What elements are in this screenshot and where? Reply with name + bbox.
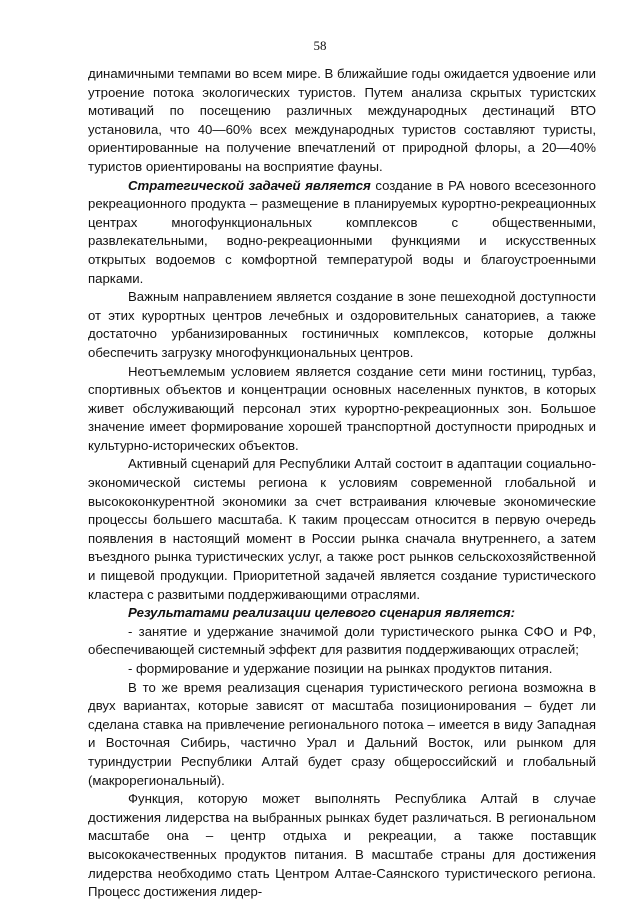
list-item-2-text: - формирование и удержание позиции на рынках продуктов питания. (128, 661, 553, 676)
paragraph-6 (88, 679, 596, 791)
paragraph-2-text: создание в РА нового всесезонного рекреационного продукта – размещение в планируемых курортно-рекреационных центрах многофункциональных комплексов с общественными, развлекательными, водно-рекреационными функциями и искусственных открытых водоемов с комфортной температурой воды и благоустроенными парками. (88, 177, 596, 286)
paragraph-1 (88, 65, 596, 177)
paragraph-6-text: В то же время реализация сценария туристического региона возможна в двух вариантах, которые зависят от масштаба позиционирования – будет ли сделана ставка на привлечение регионального потока – имеется в виду Западная и Восточная Сибирь, частично Урал и Дальний Восток, или рынком для туриндустрии Республики Алтай будет сразу общероссийский и глобальный (макрорегиональный). (88, 679, 596, 788)
paragraph-2 (88, 177, 596, 289)
paragraph-2-lead: Стратегической задачей является (128, 177, 371, 193)
body-text (88, 65, 596, 902)
paragraph-7-text: Функция, которую может выполнять Республика Алтай в случае достижения лидерства на выбранных рынках будет различаться. В региональном масштабе она – центр отдыха и рекреации, а также поставщик высококачественных продуктов питания. В масштабе страны для достижения лидерства необходимо стать Центром Алтае-Саянского туристического региона. Процесс достижения лидер- (88, 791, 596, 900)
paragraph-5 (88, 455, 596, 604)
paragraph-4-text: Неотъемлемым условием является создание сети мини гостиниц, турбаз, спортивных объектов и концентрации основных населенных пунктов, в которых живет обслуживающий персонал этих курортно-рекреационных зон. Большое значение имеет формирование хорошей транспортной доступности природных и культурно-исторических объектов. (88, 363, 596, 453)
paragraph-7 (88, 790, 596, 902)
list-item-1 (88, 623, 596, 660)
paragraph-1-text: динамичными темпами во всем мире. В ближайшие годы ожидается удвоение или утроение потока экологических туристов. Путем анализа скрытых туристских мотиваций по посещению различных международных дестинаций ВТО установила, что 40—60% всех международных туристов составляют туристы, ориентированные на получение впечатлений от природной флоры, а 20—40% туристов ориентированы на восприятие фауны. (88, 66, 596, 174)
results-heading (88, 604, 596, 623)
list-item-1-text: - занятие и удержание значимой доли туристического рынка СФО и РФ, обеспечивающей системный эффект для развития поддерживающих отраслей; (88, 623, 596, 658)
list-item-2 (88, 660, 596, 679)
paragraph-5-text: Активный сценарий для Республики Алтай состоит в адаптации социально-экономической системы региона к условиям современной глобальной и высококонкурентной экономики за счет встраивания ключевые экономические процессы большего масштаба. К таким процессам относится в первую очередь появления в настоящий момент в России рынка сначала внутреннего, а затем въездного рынка туристических услуг, а также рост рынков сельскохозяйственной и пищевой продукции. Приоритетной задачей является создание туристического кластера с развитыми поддерживающими отраслями. (88, 456, 596, 602)
paragraph-4 (88, 363, 596, 456)
paragraph-3-text: Важным направлением является создание в зоне пешеходной доступности от этих курортных центров лечебных и оздоровительных санаториев, а также достаточно урбанизированных гостиничных комплексов, которые должны обеспечить загрузку многофункциональных центров. (88, 289, 596, 360)
page-number: 58 (313, 38, 327, 53)
results-heading-text: Результатами реализации целевого сценария является: (128, 605, 516, 621)
paragraph-3 (88, 288, 596, 362)
